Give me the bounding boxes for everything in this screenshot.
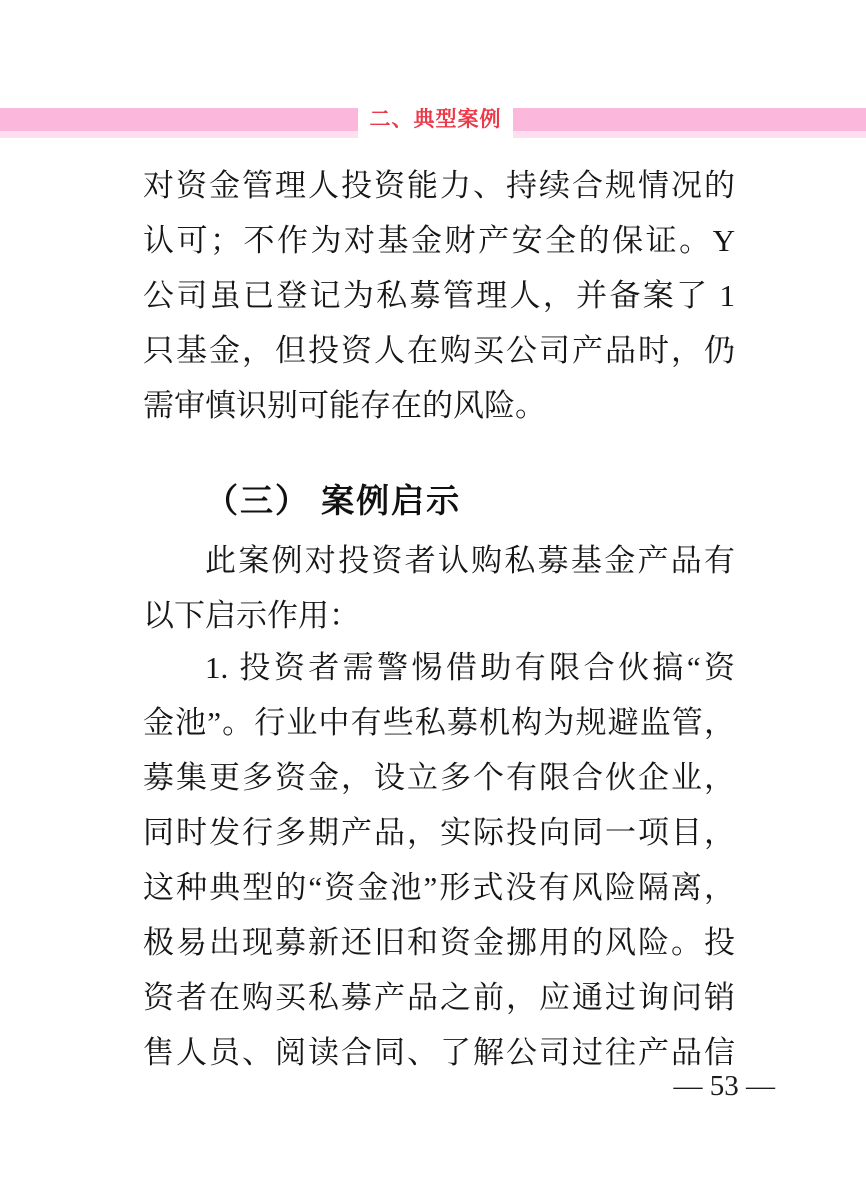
body-line: 极易出现募新还旧和资金挪用的风险。投 bbox=[143, 925, 735, 960]
body-line: 这种典型的“资金池”形式没有风险隔离， bbox=[143, 870, 735, 905]
header-bar-right bbox=[513, 108, 866, 138]
body-line: 认可；不作为对基金财产安全的保证。Y bbox=[143, 223, 735, 258]
paragraph-continuation bbox=[143, 158, 735, 433]
body-line: 资者在购买私募产品之前，应通过询问销 bbox=[143, 980, 735, 1015]
body-line: 金池”。行业中有些私募机构为规避监管， bbox=[143, 705, 735, 740]
body-line: 同时发行多期产品，实际投向同一项目， bbox=[143, 815, 735, 850]
page-number: — 53 — bbox=[673, 1070, 775, 1102]
section-heading: （三） 案例启示 bbox=[205, 482, 462, 519]
body-line: 募集更多资金，设立多个有限合伙企业， bbox=[143, 760, 735, 795]
running-head: 二、典型案例 bbox=[369, 108, 502, 131]
body-line: 只基金，但投资人在购买公司产品时，仍 bbox=[143, 333, 735, 368]
body-line: 此案例对投资者认购私募基金产品有 bbox=[205, 543, 735, 578]
paragraph-point-1 bbox=[143, 640, 735, 1080]
body-line: 以下启示作用： bbox=[143, 598, 360, 633]
body-line: 需审慎识别可能存在的风险。 bbox=[143, 388, 546, 423]
body-line: 1. 投资者需警惕借助有限合伙搞“资 bbox=[205, 650, 735, 685]
paragraph-intro bbox=[143, 533, 735, 643]
header-bar-left bbox=[0, 108, 358, 138]
body-line: 公司虽已登记为私募管理人，并备案了 1 bbox=[143, 278, 735, 313]
body-line: 售人员、阅读合同、了解公司过往产品信 bbox=[143, 1035, 735, 1070]
body-line: 对资金管理人投资能力、持续合规情况的 bbox=[143, 168, 735, 203]
